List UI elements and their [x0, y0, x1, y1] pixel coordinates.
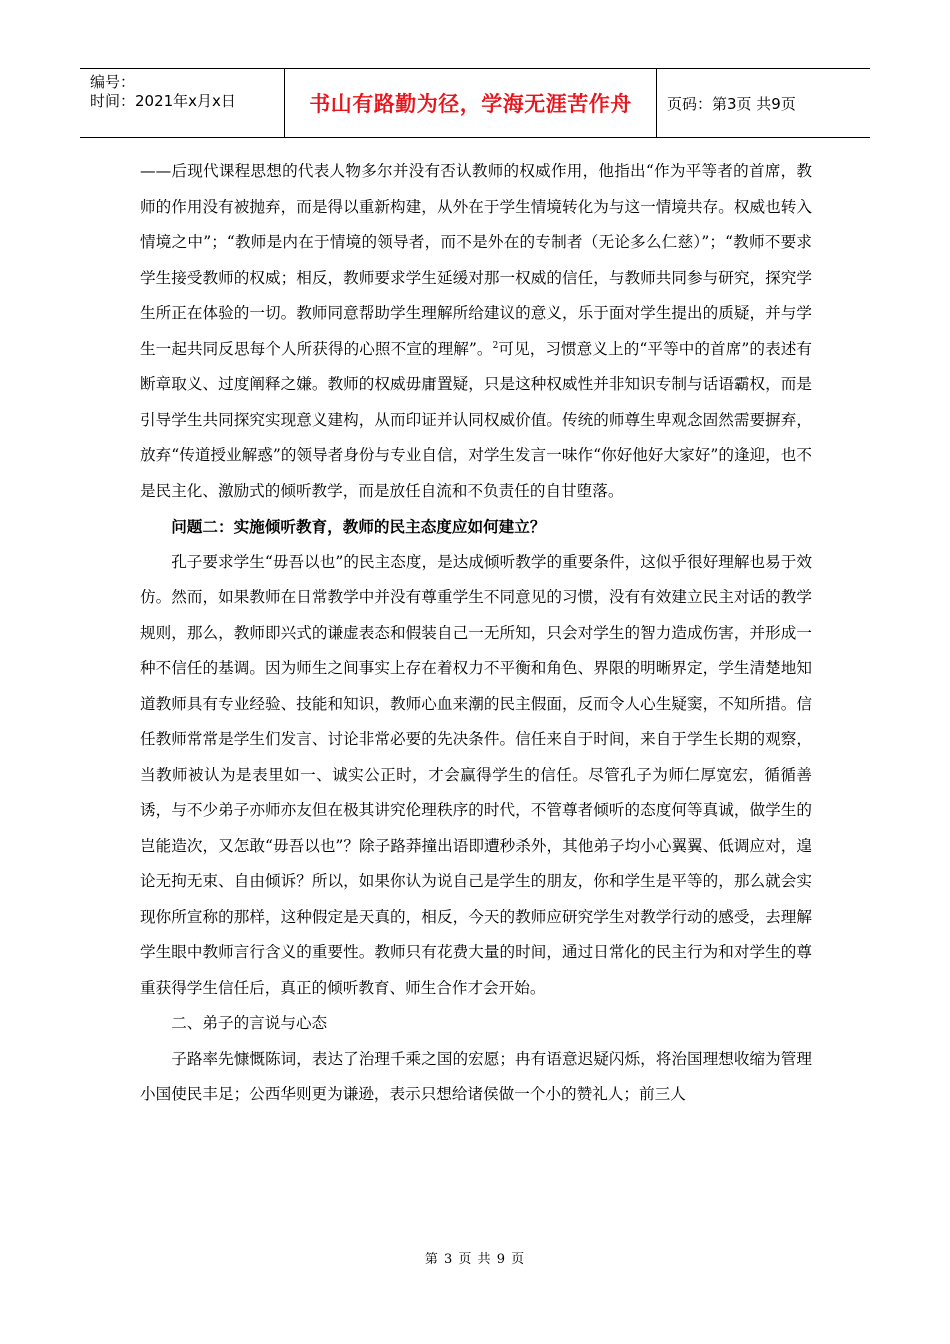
question-heading: 问题二：实施倾听教育，教师的民主态度应如何建立？ — [171, 517, 546, 536]
document-body — [140, 154, 812, 1113]
paragraph-text: ——后现代课程思想的代表人物多尔并没有否认教师的权威作用，他指出“作为平等者的首席，教师的作用没有被抛弃，而是得以重新构建，从外在于学生情境转化为与这一情境共存。权威也转入情境之中”；“教师是内在于情境的领导者，而不是外在的专制者（无论多么仁慈）”；“教师不要求学生接受教师的权威；相反，教师要求学生延缓对那一权威的信任，与教师共同参与研究，探究学生所正在体验的一切。教师同意帮助学生理解所给建议的意义，乐于面对学生提出的质疑，并与学生一起共同反思每个人所获得的心照不宣的理解”。 — [140, 162, 812, 358]
header-meta — [80, 69, 285, 137]
document-date-label: 时间：2021年x月x日 — [90, 92, 236, 110]
section-heading: 二、弟子的言说与心态 — [171, 1014, 328, 1032]
header-page-number: 页码：第3页 共9页 — [667, 94, 796, 113]
document-number-label: 编号： — [90, 73, 136, 91]
paragraph-text: 可见，习惯意义上的“平等中的首席”的表述有断章取义、过度阐释之嫌。教师的权威毋庸置疑，只是这种权威性并非知识专制与话语霸权，而是引导学生共同探究实现意义建构，从而印证并认同权威价值。传统的师尊生卑观念固然需要摒弃，放弃“传道授业解惑”的领导者身份与专业自信，对学生发言一味作“你好他好大家好”的逢迎，也不是民主化、激励式的倾听教学，而是放任自流和不负责任的自甘堕落。 — [140, 339, 812, 500]
footnote-ref: 2 — [492, 340, 499, 351]
paragraph-democracy: 孔子要求学生“毋吾以也”的民主态度，是达成倾听教学的重要条件，这似乎很好理解也易于效仿。然而，如果教师在日常教学中并没有尊重学生不同意见的习惯，没有有效建立民主对话的教学规则，那么，教师即兴式的谦虚表态和假装自己一无所知，只会对学生的智力造成伤害，并形成一种不信任的基调。因为师生之间事实上存在着权力不平衡和角色、界限的明晰界定，学生清楚地知道教师具有专业经验、技能和知识，教师心血来潮的民主假面，反而令人心生疑窦，不知所措。信任教师常常是学生们发言、讨论非常必要的先决条件。信任来自于时间，来自于学生长期的观察，当教师被认为是表里如一、诚实公正时，才会赢得学生的信任。尽管孔子为师仁厚宽宏，循循善诱，与不少弟子亦师亦友但在极其讲究伦理秩序的时代，不管尊者倾听的态度何等真诚，做学生的岂能造次，又怎敢“毋吾以也”？除子路莽撞出语即遭秒杀外，其他弟子均小心翼翼、低调应对，遑论无拘无束、自由倾诉？所以，如果你认为说自己是学生的朋友，你和学生是平等的，那么就会实现你所宣称的那样，这种假定是天真的，相反，今天的教师应研究学生对教学行动的感受，去理解学生眼中教师言行含义的重要性。教师只有花费大量的时间，通过日常化的民主行为和对学生的尊重获得学生信任后，真正的倾听教育、师生合作才会开始。 — [140, 552, 812, 997]
header-motto: 书山有路勤为径，学海无涯苦作舟 — [285, 69, 657, 137]
paragraph-authority — [140, 154, 812, 509]
paragraph-disciples: 子路率先慷慨陈词，表达了治理千乘之国的宏愿；冉有语意迟疑闪烁，将治国理想收缩为管理小国使民丰足；公西华则更为谦逊，表示只想给诸侯做一个小的赞礼人；前三人 — [140, 1049, 812, 1103]
page-header — [80, 68, 870, 138]
page-footer: 第 3 页 共 9 页 — [424, 1252, 526, 1267]
